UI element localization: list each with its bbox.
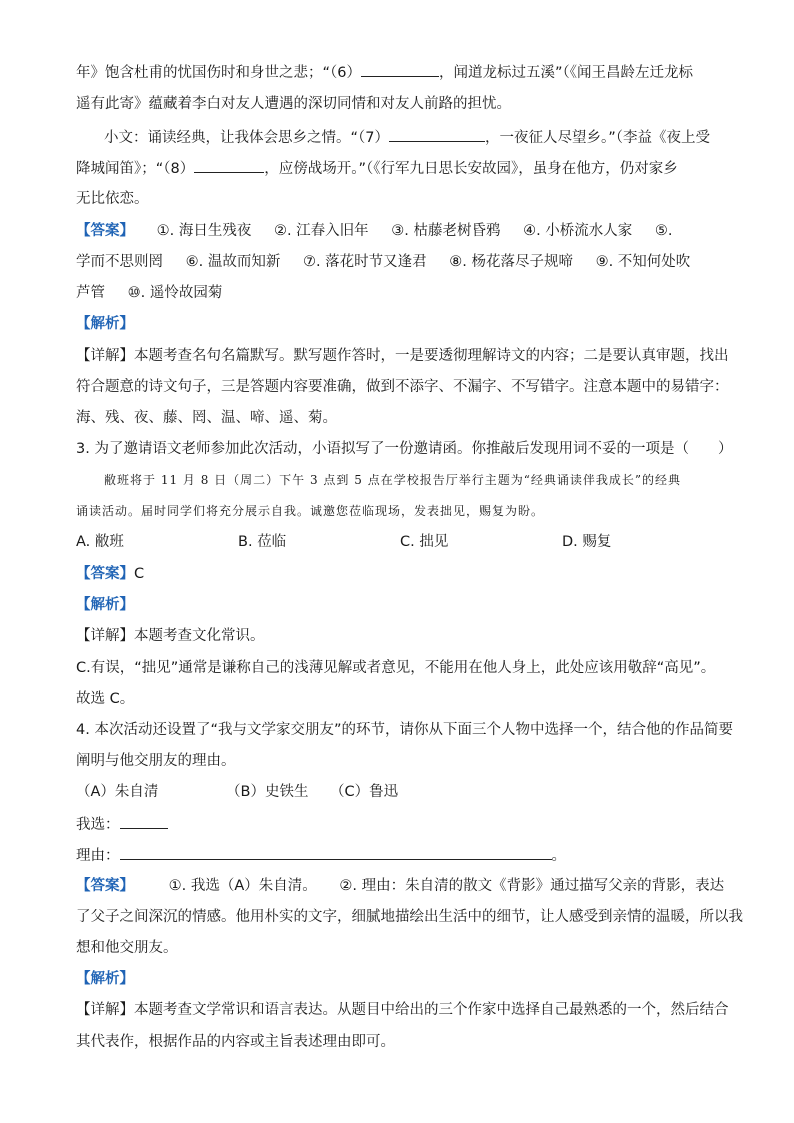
answer-line-3 <box>76 283 222 303</box>
answer-item: . <box>667 223 673 239</box>
poem-text: ，一夜征人尽望乡。”（李益《夜上受 <box>485 130 711 146</box>
reason-end: 。 <box>551 848 566 864</box>
answer-line <box>76 876 724 896</box>
analysis-detail-line: 海、残、夜、藤、罔、温、啼、遥、菊。 <box>76 410 337 426</box>
answer-line <box>76 564 144 584</box>
answer-item-num: ④ <box>523 223 537 239</box>
answer-item: 学而不思则罔 <box>76 254 163 270</box>
answer-item-num: ② <box>339 878 353 894</box>
poem-line-2: 遥有此寄》蕴藏着李白对友人遭遇的深切同情和对友人前路的担忧。 <box>76 96 511 112</box>
answer-item-num: ⑥ <box>185 254 199 270</box>
analysis-label: 【解析】 <box>76 316 134 332</box>
invitation-letter-line-2: 诵读活动。届时同学们将充分展示自我。诚邀您莅临现场，发表拙见，赐复为盼。 <box>76 504 545 518</box>
option-b[interactable]: B. 莅临 <box>238 534 287 550</box>
answer-item: . 江春入旧年 <box>286 223 369 239</box>
answer-item: . 海日生残夜 <box>169 223 252 239</box>
reason-line <box>76 845 566 866</box>
poem-text: ，闻道龙标过五溪”（《闻王昌龄左迁龙标 <box>439 65 694 81</box>
answer-item: . 杨花落尽子规啼 <box>462 254 573 270</box>
poem-text: 降城闻笛》；“（8） <box>76 161 195 177</box>
answer-text-line: 想和他交朋友。 <box>76 940 178 956</box>
poem-line-3 <box>104 127 710 148</box>
option-c[interactable]: C. 拙见 <box>400 534 449 550</box>
answer-item-num: ⑦ <box>302 254 316 270</box>
analysis-detail-line: 故选 C。 <box>76 691 135 707</box>
choice-b[interactable]: （B）史铁生 <box>226 784 309 800</box>
answer-item-num: ① <box>156 223 170 239</box>
answer-item: 芦管 <box>76 285 105 301</box>
analysis-detail-line: 【详解】本题考查文化常识。 <box>76 628 265 644</box>
question-4-stem: 4. 本次活动还设置了“我与文学家交朋友”的环节，请你从下面三个人物中选择一个，结合他的作品简要 <box>76 722 733 738</box>
answer-item-num: ⑤ <box>654 223 668 239</box>
answer-line-2 <box>76 252 690 272</box>
choice-c[interactable]: （C）鲁迅 <box>330 784 399 800</box>
poem-line-1 <box>76 62 693 83</box>
choose-blank[interactable] <box>120 814 168 829</box>
question-4-stem: 阐明与他交朋友的理由。 <box>76 753 236 769</box>
reason-blank[interactable] <box>120 845 552 860</box>
fill-blank-7[interactable] <box>389 127 485 142</box>
answer-item: . 遥怜故园菊 <box>140 285 223 301</box>
fill-blank-8[interactable] <box>194 158 264 173</box>
answer-item-num: ⑧ <box>449 254 463 270</box>
answer-item: . 我选（A）朱自清。 <box>181 878 317 894</box>
answer-label: 【答案】 <box>76 223 134 239</box>
answer-item-num: ① <box>168 878 182 894</box>
analysis-label: 【解析】 <box>76 597 134 613</box>
answer-label: 【答案】 <box>76 566 134 582</box>
answer-item: . 温故而知新 <box>198 254 281 270</box>
answer-item-num: ③ <box>391 223 405 239</box>
option-a[interactable]: A. 敝班 <box>76 534 124 550</box>
analysis-detail-line: 【详解】本题考查名句名篇默写。默写题作答时，一是要透彻理解诗文的内容；二是要认真审题，找出 <box>76 348 729 364</box>
answer-item-num: ② <box>273 223 287 239</box>
answer-item-num: ⑨ <box>595 254 609 270</box>
poem-text: ，应傍战场开。”（《行军九日思长安故园》，虽身在他方，仍对家乡 <box>264 161 678 177</box>
answer-item: . 理由：朱自清的散文《背影》通过描写父亲的背影，表达 <box>352 878 725 894</box>
analysis-detail-line: 【详解】本题考查文学常识和语言表达。从题目中给出的三个作家中选择自己最熟悉的一个，然后结合 <box>76 1002 729 1018</box>
choose-line <box>76 814 168 835</box>
poem-line-4 <box>76 158 678 179</box>
answer-item: . 不知何处吹 <box>608 254 691 270</box>
analysis-detail-line: C.有误，“拙见”通常是谦称自己的浅薄见解或者意见，不能用在他人身上，此处应该用敬辞“高见”。 <box>76 660 716 676</box>
poem-text: 年》饱含杜甫的忧国伤时和身世之悲；“（6） <box>76 65 361 81</box>
answer-item: . 落花时节又逢君 <box>315 254 427 270</box>
reason-label: 理由： <box>76 848 120 864</box>
poem-text: 小文：诵读经典，让我体会思乡之情。“（7） <box>104 130 389 146</box>
answer-label: 【答案】 <box>76 878 134 894</box>
question-3-stem: 3. 为了邀请语文老师参加此次活动，小语拟写了一份邀请函。你推敲后发现用词不妥的一项是（ ） <box>76 441 733 457</box>
choice-a[interactable]: （A）朱自清 <box>76 784 159 800</box>
fill-blank-6[interactable] <box>361 62 439 77</box>
answer-line-1 <box>76 221 673 241</box>
answer-item-num: ⑩ <box>127 285 141 301</box>
poem-line-5: 无比依恋。 <box>76 191 149 207</box>
analysis-detail-line: 其代表作，根据作品的内容或主旨表述理由即可。 <box>76 1034 395 1050</box>
choose-label: 我选： <box>76 817 120 833</box>
answer-item: . 小桥流水人家 <box>536 223 633 239</box>
analysis-label: 【解析】 <box>76 971 134 987</box>
analysis-detail-line: 符合题意的诗文句子，三是答题内容要准确，做到不添字、不漏字、不写错字。注意本题中的易错字： <box>76 379 729 395</box>
option-d[interactable]: D. 赐复 <box>562 534 612 550</box>
answer-value: C <box>134 566 145 582</box>
answer-item: . 枯藤老树昏鸦 <box>404 223 501 239</box>
invitation-letter-line-1: 敝班将于 11 月 8 日（周二）下午 3 点到 5 点在学校报告厅举行主题为“经典诵读伴我成长”的经典 <box>104 473 681 487</box>
answer-text-line: 了父子之间深沉的情感。他用朴实的文字，细腻地描绘出生活中的细节，让人感受到亲情的温暖，所以我 <box>76 909 743 925</box>
